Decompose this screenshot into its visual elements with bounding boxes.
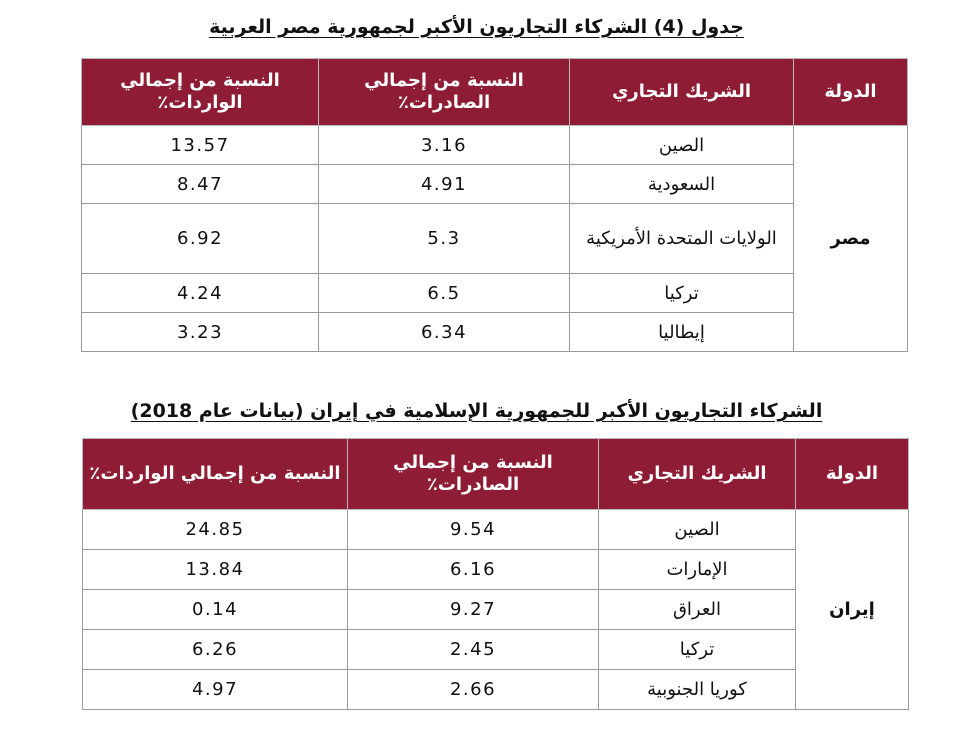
partner-cell: كوريا الجنوبية [599,670,796,710]
exports-cell: 5.3 [319,204,570,274]
table-row [82,274,908,313]
header-imports: النسبة من إجمالي الواردات٪ [83,439,348,510]
partner-cell: الولايات المتحدة الأمريكية [570,204,794,274]
exports-cell: 2.66 [348,670,599,710]
exports-cell: 2.45 [348,630,599,670]
table-row [82,204,908,274]
imports-cell: 13.57 [82,126,319,165]
imports-cell: 24.85 [83,510,348,550]
imports-cell: 13.84 [83,550,348,590]
imports-cell: 0.14 [83,590,348,630]
table-2-caption: الشركاء التجاريون الأكبر للجمهورية الإسلامية في إيران (بيانات عام 2018) [130,400,823,422]
table-row [82,165,908,204]
exports-cell: 9.54 [348,510,599,550]
exports-cell: 9.27 [348,590,599,630]
table-row [83,510,909,550]
imports-cell: 4.97 [83,670,348,710]
egypt-trade-partners-table [81,58,908,352]
partner-cell: الإمارات [599,550,796,590]
exports-cell: 6.16 [348,550,599,590]
table-row [82,313,908,352]
exports-cell: 6.34 [319,313,570,352]
partner-cell: العراق [599,590,796,630]
header-exports: النسبة من إجمالي الصادرات٪ [319,59,570,126]
table-row [83,670,909,710]
exports-cell: 4.91 [319,165,570,204]
partner-cell: إيطاليا [570,313,794,352]
table-row [83,550,909,590]
imports-cell: 3.23 [82,313,319,352]
header-partner: الشريك التجاري [570,59,794,126]
header-country: الدولة [794,59,908,126]
header-imports: النسبة من إجمالي الواردات٪ [82,59,319,126]
imports-cell: 4.24 [82,274,319,313]
partner-cell: تركيا [599,630,796,670]
table-row [83,590,909,630]
header-country: الدولة [796,439,909,510]
table-row [82,126,908,165]
header-partner: الشريك التجاري [599,439,796,510]
header-exports: النسبة من إجمالي الصادرات٪ [348,439,599,510]
partner-cell: الصين [570,126,794,165]
country-cell: مصر [794,126,908,352]
partner-cell: الصين [599,510,796,550]
table-row [83,630,909,670]
exports-cell: 6.5 [319,274,570,313]
country-cell: إيران [796,510,909,710]
exports-cell: 3.16 [319,126,570,165]
iran-trade-partners-table [82,438,909,710]
partner-cell: تركيا [570,274,794,313]
imports-cell: 6.92 [82,204,319,274]
imports-cell: 6.26 [83,630,348,670]
partner-cell: السعودية [570,165,794,204]
imports-cell: 8.47 [82,165,319,204]
table-1-caption: جدول (4) الشركاء التجاريون الأكبر لجمهورية مصر العربية [209,16,744,38]
